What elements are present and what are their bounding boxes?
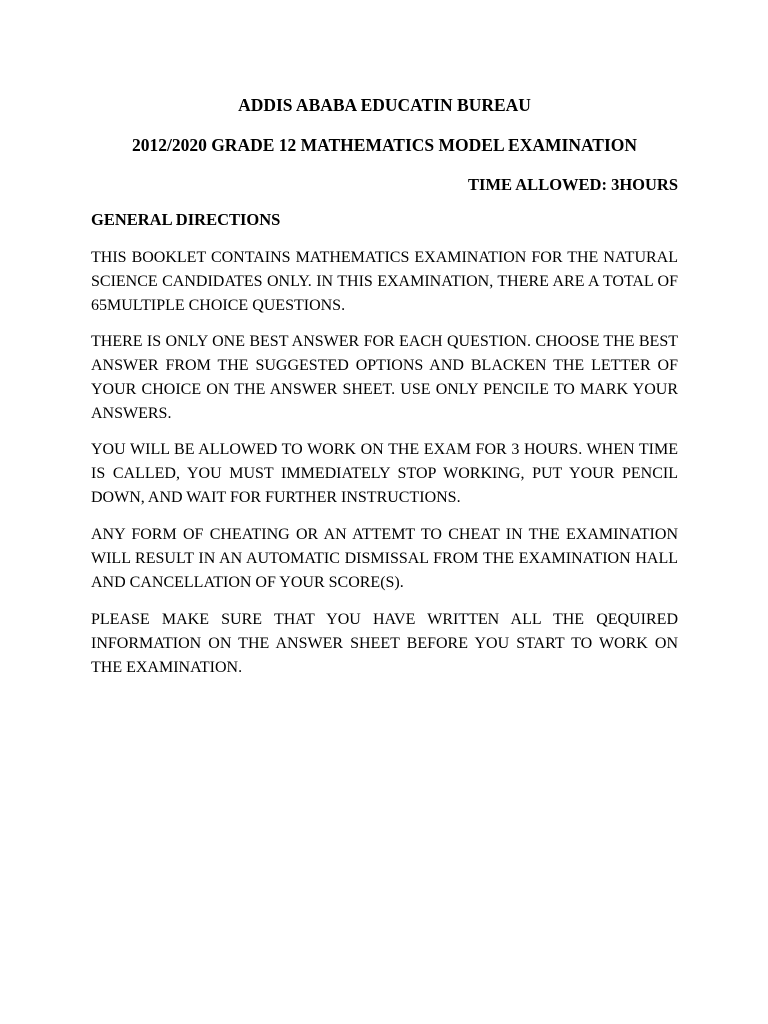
section-heading: GENERAL DIRECTIONS <box>91 210 281 229</box>
bureau-title: ADDIS ABABA EDUCATIN BUREAU <box>238 95 531 115</box>
direction-paragraph-2: THERE IS ONLY ONE BEST ANSWER FOR EACH QUESTION. CHOOSE THE BEST ANSWER FROM THE SUGGESTED OPTIONS AND BLACKEN THE LETTER OF YOUR CHOICE ON THE ANSWER SHEET. USE ONLY PENCILE TO MARK YOUR ANSWERS. <box>91 333 678 422</box>
exam-title: 2012/2020 GRADE 12 MATHEMATICS MODEL EXAMINATION <box>131 135 638 155</box>
document-page <box>91 0 678 1024</box>
direction-paragraph-3: YOU WILL BE ALLOWED TO WORK ON THE EXAM FOR 3 HOURS. WHEN TIME IS CALLED, YOU MUST IMMEDIATELY STOP WORKING, PUT YOUR PENCIL DOWN, AND WAIT FOR FURTHER INSTRUCTIONS. <box>91 441 678 506</box>
direction-paragraph-5: PLEASE MAKE SURE THAT YOU HAVE WRITTEN ALL THE QEQUIRED INFORMATION ON THE ANSWER SHEET BEFORE YOU START TO WORK ON THE EXAMINATION. <box>91 611 678 676</box>
direction-paragraph-4: ANY FORM OF CHEATING OR AN ATTEMT TO CHEAT IN THE EXAMINATION WILL RESULT IN AN AUTOMATIC DISMISSAL FROM THE EXAMINATION HALL AND CANCELLATION OF YOUR SCORE(S). <box>91 526 678 591</box>
direction-paragraph-1: THIS BOOKLET CONTAINS MATHEMATICS EXAMINATION FOR THE NATURAL SCIENCE CANDIDATES ONLY. IN THIS EXAMINATION, THERE ARE A TOTAL OF 65MULTIPLE CHOICE QUESTIONS. <box>91 249 678 314</box>
time-allowed: TIME ALLOWED: 3HOURS <box>468 175 678 194</box>
